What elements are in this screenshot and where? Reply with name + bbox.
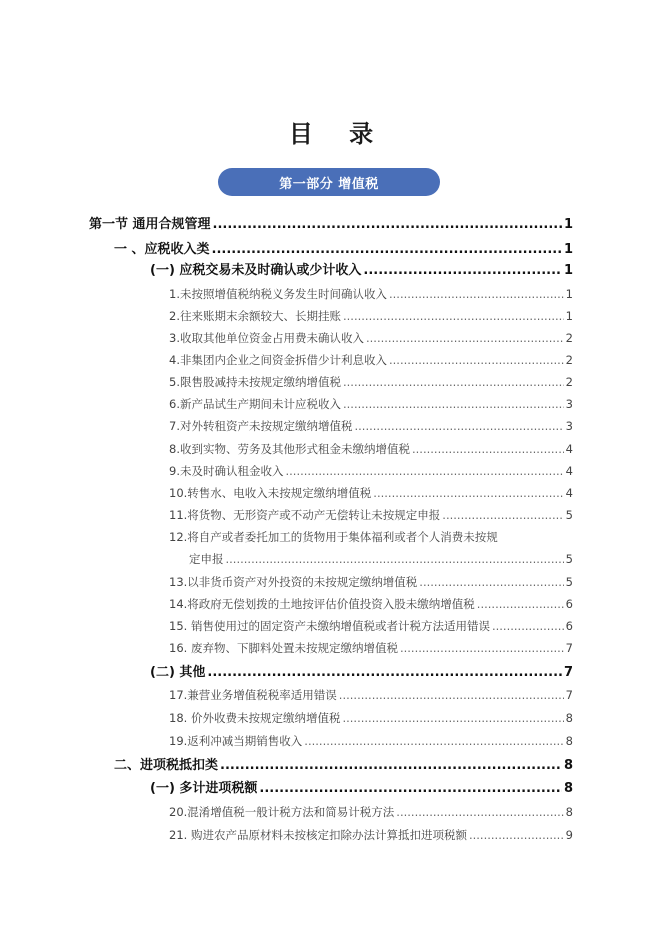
toc-entry-text: (二) 其他 [150,665,206,680]
toc-entry-text: (一) 多计进项税额 [150,781,258,796]
toc-page-number: 6 [565,619,573,633]
toc-dot-leader [339,686,564,704]
toc-entry-text: 1.未按照增值税纳税义务发生时间确认收入 [169,287,387,301]
toc-entry-text: 11.将货物、无形资产或不动产无偿转让未按规定申报 [169,508,441,522]
toc-entry-level-3[interactable] [189,550,573,568]
toc-page-number: 8 [565,734,573,748]
toc-entry-text: 10.转售水、电收入未按规定缴纳增值税 [169,486,372,500]
toc-entry-level-3[interactable] [169,351,573,369]
toc-page-number: 8 [565,805,573,819]
toc-entry-level-3[interactable] [169,732,573,750]
toc-page-number: 7 [565,688,573,702]
toc-page-number: 2 [565,375,573,389]
toc-page-number: 9 [565,828,573,842]
toc-entry-level-3[interactable] [169,573,573,591]
toc-entry-text: 17.兼营业务增值税税率适用错误 [169,688,337,702]
toc-dot-leader [213,216,562,234]
toc-entry-level-3[interactable] [169,506,573,524]
toc-entry-text: 18. 价外收费未按规定缴纳增值税 [169,711,341,725]
toc-entry-text: 第一节 通用合规管理 [89,217,211,232]
toc-entry-text: 12.将自产或者委托加工的货物用于集体福利或者个人消费未按规 [169,530,498,544]
toc-dot-leader [400,639,564,657]
toc-entry-text: 21. 购进农产品原材料未按核定扣除办法计算抵扣进项税额 [169,828,467,842]
toc-page-number: 1 [563,263,573,278]
toc-entry-level-2[interactable] [150,262,573,280]
toc-entry-text: 二、进项税抵扣类 [114,758,219,773]
toc-dot-leader [412,440,564,458]
toc-dot-leader [442,506,563,524]
toc-page-number: 5 [565,508,573,522]
toc-dot-leader [354,417,563,435]
toc-page-number: 1 [563,217,573,232]
toc-dot-leader [396,803,563,821]
toc-entry-text: 6.新产品试生产期间未计应税收入 [169,397,341,411]
toc-page-number: 3 [565,419,573,433]
toc-dot-leader [207,664,562,682]
toc-entry-level-3[interactable] [169,417,573,435]
toc-page-number: 4 [565,464,573,478]
toc-entry-text: 7.对外转租资产未按规定缴纳增值税 [169,419,353,433]
toc-entry-level-3[interactable] [169,639,573,657]
toc-entry-text: 14.将政府无偿划拨的土地按评估价值投资入股未缴纳增值税 [169,597,475,611]
toc-entry-text-continued: 定申报 [189,552,224,566]
toc-entry-level-3[interactable] [169,440,573,458]
toc-page-number: 1 [563,242,573,257]
page-title: 目 录 [288,120,388,148]
toc-entry-text: 4.非集团内企业之间资金拆借少计利息收入 [169,353,387,367]
toc-dot-leader [226,550,564,568]
toc-entry-level-3[interactable] [169,595,573,613]
toc-dot-leader [343,395,564,413]
toc-dot-leader [366,329,564,347]
toc-entry-level-3[interactable] [169,329,573,347]
toc-page-number: 5 [565,552,573,566]
toc-dot-leader [419,573,563,591]
toc-entry-text: 一 、应税收入类 [114,242,210,257]
toc-dot-leader [259,780,562,798]
toc-dot-leader [373,484,563,502]
toc-entry-text: (一) 应税交易未及时确认或少计收入 [150,263,362,278]
toc-entry-level-3[interactable] [169,285,573,303]
toc-entry-text: 16. 废弃物、下脚料处置未按规定缴纳增值税 [169,641,398,655]
toc-entry-level-3[interactable] [169,686,573,704]
toc-entry-level-0[interactable] [89,216,573,234]
toc-page-number: 8 [563,781,573,796]
toc-entry-text: 5.限售股减持未按规定缴纳增值税 [169,375,341,389]
toc-page-number: 3 [565,397,573,411]
toc-dot-leader [304,732,563,750]
toc-entry-text: 20.混淆增值税一般计税方法和简易计税方法 [169,805,395,819]
toc-dot-leader [212,241,562,259]
toc-entry-text: 3.收取其他单位资金占用费未确认收入 [169,331,364,345]
toc-page-number: 7 [563,665,573,680]
toc-dot-leader [220,757,562,775]
toc-entry-text: 15. 销售使用过的固定资产未缴纳增值税或者计税方法适用错误 [169,619,490,633]
toc-page-number: 8 [563,758,573,773]
toc-dot-leader [389,351,564,369]
toc-dot-leader [342,709,563,727]
toc-page-number: 2 [565,331,573,345]
toc-page-number: 1 [565,287,573,301]
toc-entry-level-2[interactable] [150,780,573,798]
toc-page-number: 2 [565,353,573,367]
toc-entry-level-2[interactable] [150,664,573,682]
toc-page-number: 4 [565,442,573,456]
toc-dot-leader [285,462,563,480]
toc-dot-leader [389,285,564,303]
toc-entry-level-3[interactable] [169,826,573,844]
toc-dot-leader [477,595,564,613]
toc-entry-level-3[interactable] [169,307,573,325]
toc-dot-leader [492,617,564,635]
toc-entry-level-3[interactable] [169,617,573,635]
toc-page-number: 8 [565,711,573,725]
toc-dot-leader [343,373,564,391]
toc-page-number: 5 [565,575,573,589]
toc-page-number: 1 [565,309,573,323]
toc-dot-leader [469,826,564,844]
toc-entry-level-3[interactable] [169,709,573,727]
toc-entry-text: 13.以非货币资产对外投资的未按规定缴纳增值税 [169,575,418,589]
toc-entry-level-3[interactable] [169,484,573,502]
toc-entry-text: 9.未及时确认租金收入 [169,464,284,478]
toc-entry-level-3[interactable] [169,395,573,413]
toc-page-number: 6 [565,597,573,611]
toc-dot-leader [343,307,564,325]
toc-dot-leader [363,262,562,280]
toc-entry-text: 2.往来账期末余额较大、长期挂账 [169,309,341,323]
toc-page-number: 7 [565,641,573,655]
part-banner: 第一部分 增值税 [218,168,440,196]
toc-entry-level-3[interactable] [169,803,573,821]
toc-entry-text: 8.收到实物、劳务及其他形式租金未缴纳增值税 [169,442,410,456]
toc-entry-level-1[interactable] [114,241,573,259]
toc-page-number: 4 [565,486,573,500]
toc-entry-level-3[interactable] [169,462,573,480]
toc-entry-text: 19.返利冲减当期销售收入 [169,734,303,748]
toc-entry-level-1[interactable] [114,757,573,775]
toc-entry-level-3[interactable] [169,373,573,391]
